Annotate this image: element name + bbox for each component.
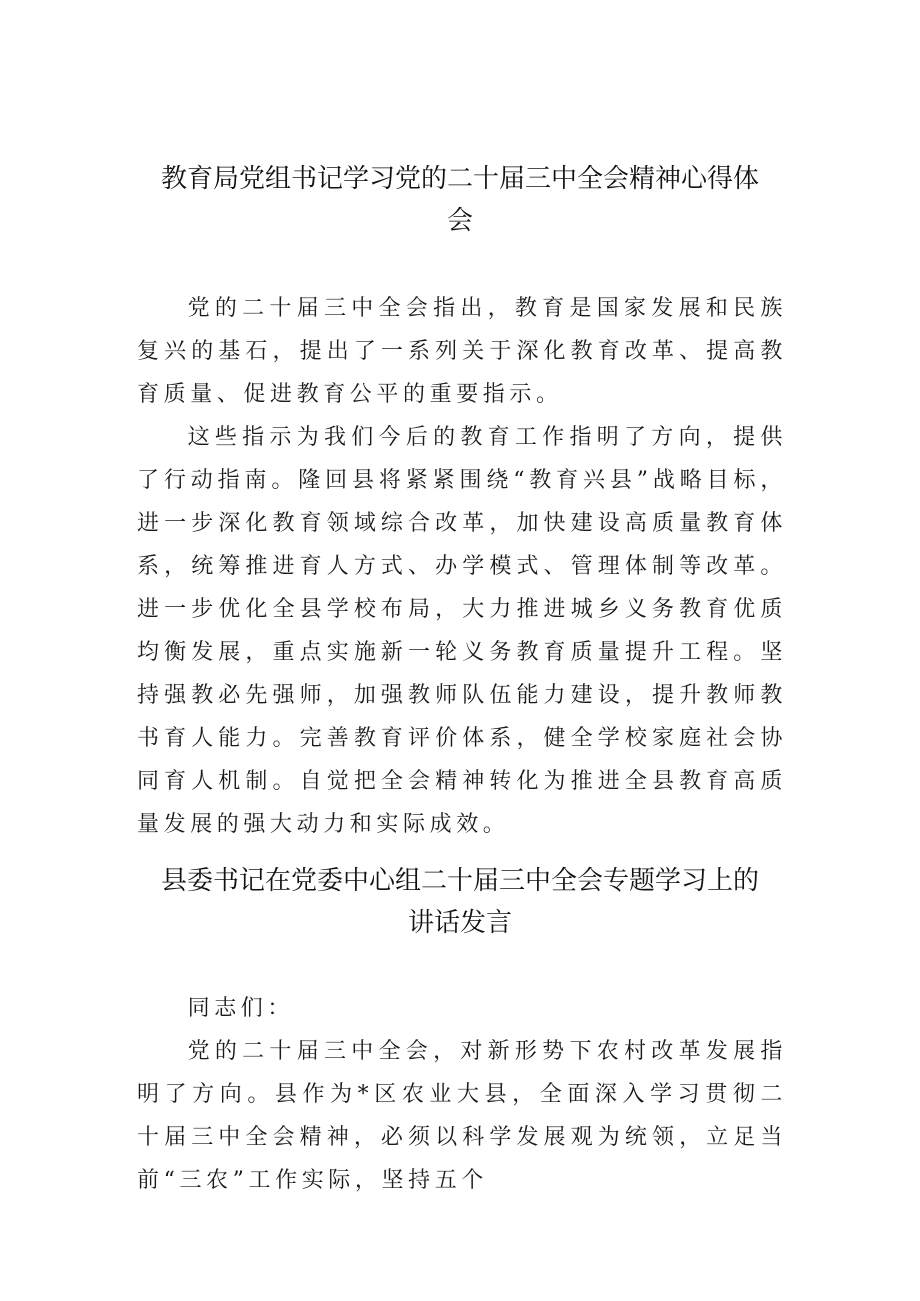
article1-paragraph-1: 党的二十届三中全会指出，教育是国家发展和民族复兴的基石，提出了一系列关于深化教育改革、提高教育质量、促进教育公平的重要指示。 bbox=[137, 296, 787, 407]
article1-body bbox=[137, 287, 787, 846]
article1-paragraph-2: 这些指示为我们今后的教育工作指明了方向，提供了行动指南。隆回县将紧紧围绕“教育兴县”战略目标，进一步深化教育领域综合改革，加快建设高质量教育体系，统筹推进育人方式、办学模式、管理体制等改革。进一步优化全县学校布局，大力推进城乡义务教育优质均衡发展，重点实施新一轮义务教育质量提升工程。坚持强教必先强师，加强教师队伍能力建设，提升教师教书育人能力。完善教育评价体系，健全学校家庭社会协同育人机制。自觉把全会精神转化为推进全县教育高质量发展的强大动力和实际成效。 bbox=[137, 425, 787, 837]
article2-salutation: 同志们： bbox=[187, 996, 294, 1021]
article1-title-line2: 会 bbox=[446, 206, 473, 236]
article1-title-line1: 教育局党组书记学习党的二十届三中全会精神心得体 bbox=[160, 164, 759, 194]
article2-paragraph-1: 党的二十届三中全会，对新形势下农村改革发展指明了方向。县作为*区农业大县，全面深入学习贯彻二十届三中全会精神，必须以科学发展观为统领，立足当前“三农”工作实际，坚持五个 bbox=[137, 1039, 787, 1193]
article2-body bbox=[137, 987, 787, 1202]
article2-title bbox=[140, 860, 780, 944]
article2-title-line1: 县委书记在党委中心组二十届三中全会专题学习上的 bbox=[160, 866, 759, 896]
article1-title bbox=[140, 158, 780, 242]
article2-title-line2: 讲话发言 bbox=[407, 908, 512, 938]
